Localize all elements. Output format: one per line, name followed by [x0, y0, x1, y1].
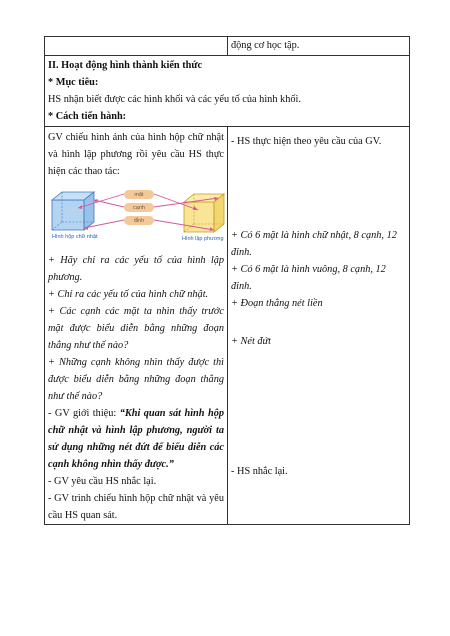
teacher-show: - GV trình chiếu hình hộp chữ nhật và yêu cầu HS quan sát. [48, 493, 224, 521]
goal-label: * Mục tiêu: [48, 77, 99, 88]
teacher-introduction [48, 405, 224, 473]
method-label: * Cách tiến hành: [48, 111, 127, 122]
section-heading: II. Hoạt động hình thành kiến thức [48, 60, 203, 71]
goal-text: HS nhận biết được các hình khối và các yếu tố của hình khối. [48, 94, 301, 105]
student-answer-4: + Nét đứt [231, 336, 272, 347]
label-cuboid: Hình hộp chữ nhật [52, 234, 98, 240]
tag-edge: cạnh [133, 204, 145, 211]
question-2: + Chỉ ra các yếu tố của hình chữ nhật. [48, 289, 209, 300]
intro-quote: “Khi quan sát hình hộp chữ nhật và hình lập phương, người ta sử dụng những nét đứt để biểu diễn các cạnh không nhìn thấy được.” [48, 408, 224, 470]
teacher-intro: GV chiếu hình ảnh của hình hộp chữ nhật và hình lập phương rồi yêu cầu HS thực hiện các thao tác: [48, 132, 224, 177]
tag-vertex: đỉnh [133, 217, 145, 224]
student-answer-3: + Đoạn thẳng nét liền [231, 298, 323, 309]
lesson-table [44, 36, 410, 525]
teacher-activity-cell [45, 127, 228, 525]
student-activity-cell [228, 127, 410, 525]
section-cell [45, 56, 410, 127]
student-answer-5: - HS nhắc lại. [231, 466, 288, 477]
question-1: + Hãy chỉ ra các yếu tố của hình lập phương. [48, 255, 224, 283]
student-text: động cơ học tập. [231, 40, 300, 51]
student-answer-0: - HS thực hiện theo yêu cầu của GV. [231, 136, 382, 147]
table-row [45, 37, 410, 56]
label-cube: Hình lập phương [182, 236, 224, 242]
intro-prefix: - GV giới thiệu: [48, 408, 120, 419]
teacher-repeat: - GV yêu cầu HS nhắc lại. [48, 476, 157, 487]
question-3: + Các cạnh các mặt ta nhìn thấy trước mặt được biểu diễn bằng những đoạn thẳng như thế nào? [48, 306, 224, 351]
table-row [45, 56, 410, 127]
question-4: + Những cạnh không nhìn thấy được thì được biểu diễn bằng những đoạn thẳng như thế nào? [48, 357, 224, 402]
student-answer-2: + Có 6 mặt là hình vuông, 8 cạnh, 12 đỉnh. [231, 264, 386, 292]
teacher-cell-top [45, 37, 228, 56]
document-page [44, 36, 410, 525]
table-row [45, 127, 410, 525]
student-answer-1: + Có 6 mặt là hình chữ nhật, 8 cạnh, 12 đỉnh. [231, 230, 397, 258]
student-cell-top [228, 37, 410, 56]
figure-cuboid-cube [48, 186, 234, 242]
cuboid-shape [52, 192, 94, 230]
tag-face: mặt [134, 191, 144, 198]
